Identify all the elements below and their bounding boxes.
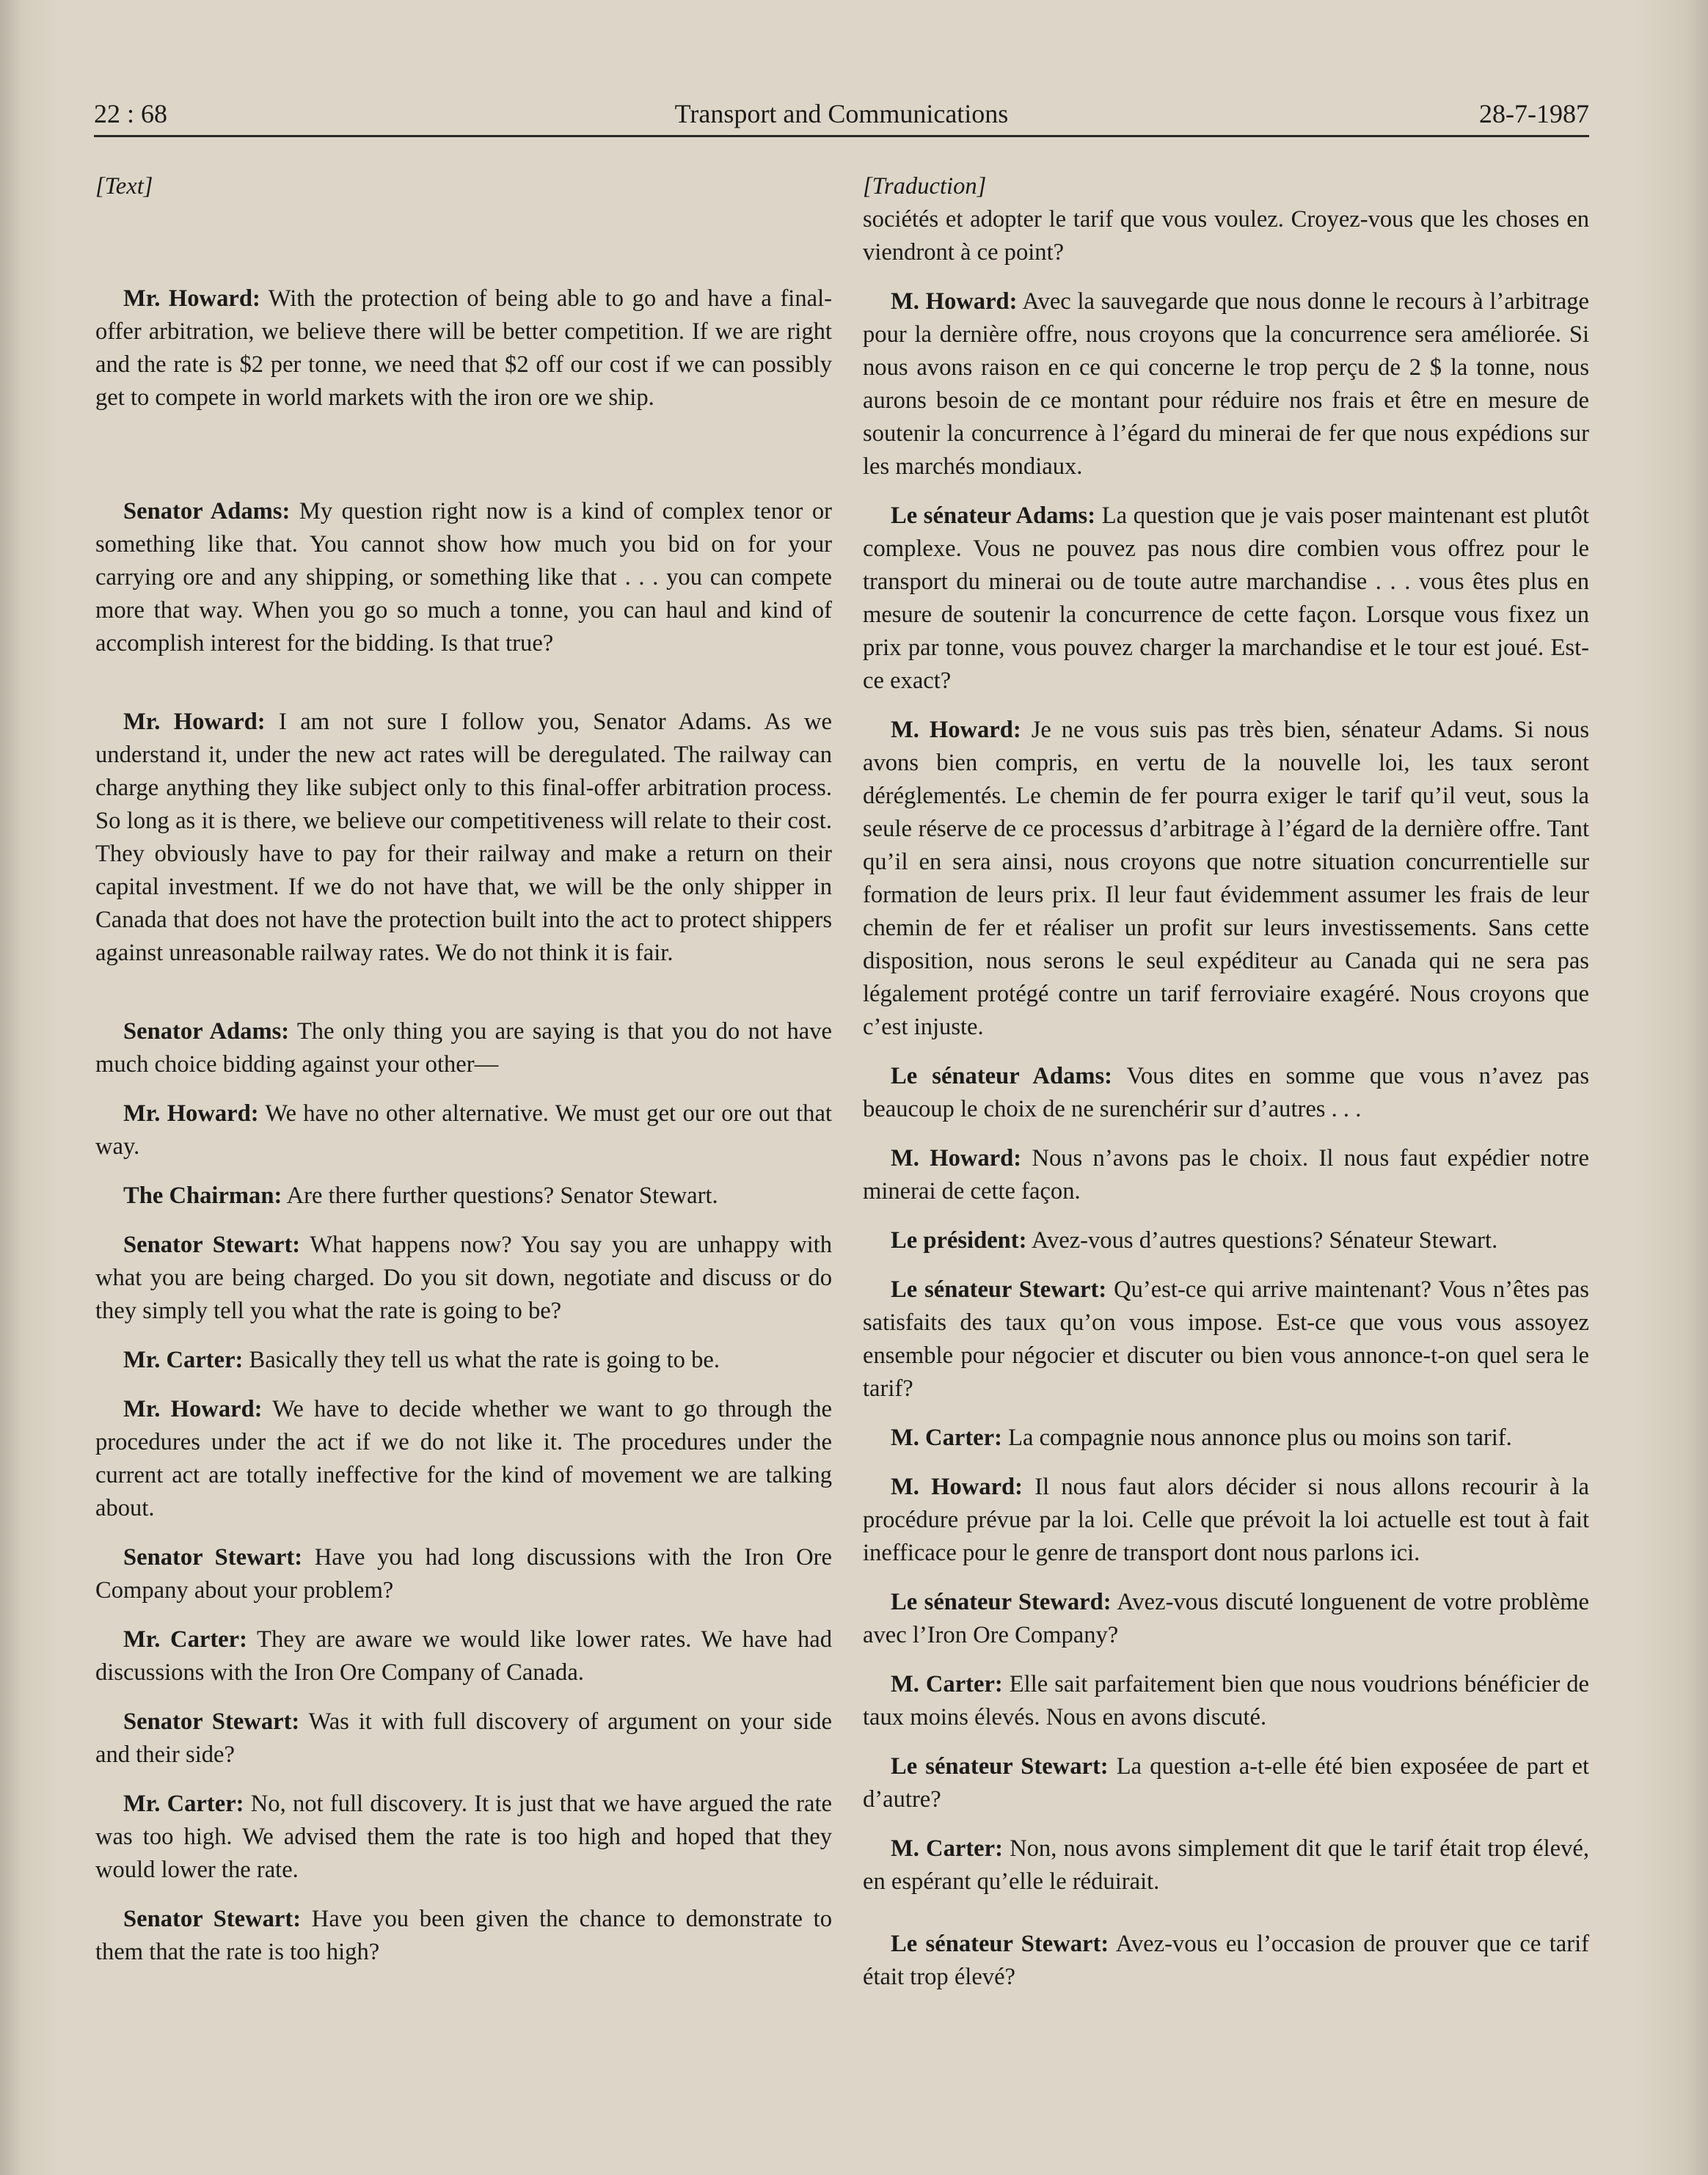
speech-paragraph <box>863 1142 1589 1208</box>
speech-text: Avez-vous d’autres questions? Sénateur Stewart. <box>1026 1227 1498 1254</box>
speaker-name: Le sénateur Steward: <box>891 1589 1112 1615</box>
speaker-name: M. Carter: <box>891 1671 1003 1697</box>
continued-paragraph: sociétés et adopter le tarif que vous voulez. Croyez-vous que les choses en viendront à ce point? <box>863 206 1589 266</box>
speech-paragraph <box>863 1928 1589 1994</box>
speech-text: No, not full discovery. It is just that we have argued the rate was too high. We advised them the rate is too high and hoped that they would lower the rate. <box>95 1791 833 1883</box>
speaker-name: Senator Adams: <box>123 1018 290 1045</box>
speech-text: Avez-vous discuté longuenent de votre problème avec l’Iron Ore Company? <box>863 1589 1589 1648</box>
speech-text: With the protection of being able to go and have a final-offer arbitration, we believe there will be better competition. If we are right and the rate is $2 per tonne, we need that $2 off our cost if we can possibly get to compete in world markets with the iron ore we ship. <box>95 285 832 411</box>
speaker-name: Le sénateur Adams: <box>891 1063 1113 1089</box>
speech-paragraph <box>863 1471 1589 1570</box>
speech-paragraph <box>95 1903 832 1969</box>
speech-paragraph <box>95 1706 832 1772</box>
speech-paragraph <box>863 500 1589 698</box>
english-column <box>95 170 832 1985</box>
speech-paragraph <box>95 1344 832 1377</box>
speech-paragraph <box>863 1586 1589 1652</box>
speech-paragraph <box>95 1015 832 1081</box>
speaker-name: M. Howard: <box>891 1474 1023 1500</box>
speaker-name: Mr. Howard: <box>123 285 260 312</box>
speech-text: Il nous faut alors décider si nous allons recourir à la procédure prévue par la loi. Celle que prévoit la loi actuelle est tout à fait inefficace pour le genre de transport dont nous parlons ici. <box>863 1474 1589 1566</box>
speaker-name: Le président: <box>891 1227 1027 1254</box>
speech-text: They are aware we would like lower rates. We have had discussions with the Iron Ore Company of Canada. <box>95 1626 833 1686</box>
speaker-name: Senator Stewart: <box>123 1906 302 1932</box>
speaker-name: Mr. Howard: <box>123 1100 259 1127</box>
speech-text: The only thing you are saying is that you do not have much choice bidding against your other— <box>95 1018 832 1078</box>
speaker-name: Mr. Carter: <box>123 1791 244 1817</box>
speech-text: We have no other alternative. We must get our ore out that way. <box>95 1100 832 1160</box>
speech-text: La compagnie nous annonce plus ou moins son tarif. <box>1001 1425 1512 1451</box>
speech-text: We have to decide whether we want to go through the procedures under the act if we do not like it. The procedures under the current act are totally ineffective for the kind of movement we are talking about. <box>95 1396 832 1521</box>
speech-paragraph <box>95 1097 832 1163</box>
speaker-name: Le sénateur Stewart: <box>891 1931 1109 1957</box>
sitting-date: 28-7-1987 <box>1479 99 1589 128</box>
speaker-name: Le sénateur Adams: <box>891 502 1096 529</box>
speaker-name: M. Howard: <box>891 288 1018 315</box>
running-header <box>94 94 1589 137</box>
speech-paragraph <box>863 1273 1589 1405</box>
speech-paragraph <box>863 1750 1589 1816</box>
page-number: 22 : 68 <box>94 99 168 128</box>
speech-paragraph <box>863 1224 1589 1257</box>
speech-text: Vous dites en somme que vous n’avez pas beaucoup le choix de ne surenchérir sur d’autres . . . <box>863 1063 1589 1122</box>
speech-paragraph <box>95 282 832 414</box>
speaker-name: M. Carter: <box>891 1835 1003 1862</box>
french-column <box>863 170 1589 2010</box>
speech-text: La question que je vais poser maintenant est plutôt complexe. Vous ne pouvez pas nous dire combien vous offrez pour le transport du minerai ou de toute autre marchandise . . . vous êtes plus en mesure de soutenir la concurrence de cette façon. Lorsque vous fixez un prix par tonne, vous pouvez charger la marchandise et le tour est joué. Est-ce exact? <box>863 502 1590 694</box>
speaker-name: M. Howard: <box>891 717 1021 743</box>
speech-paragraph <box>95 1541 832 1607</box>
speaker-name: Mr. Howard: <box>123 709 266 735</box>
speech-paragraph <box>95 1788 832 1887</box>
speaker-name: Le sénateur Stewart: <box>891 1753 1109 1780</box>
speech-text: Non, nous avons simplement dit que le tarif était trop élevé, en espérant qu’elle le réduirait. <box>863 1835 1589 1895</box>
speech-paragraph <box>95 1393 832 1525</box>
speech-text: Are there further questions? Senator Stewart. <box>282 1182 718 1209</box>
speech-text: Was it with full discovery of argument on your side and their side? <box>95 1708 832 1768</box>
speech-paragraph <box>95 706 832 970</box>
language-tag: [Traduction] <box>863 173 987 200</box>
speech-paragraph <box>863 1668 1589 1734</box>
speech-text: Basically they tell us what the rate is going to be. <box>243 1347 720 1373</box>
speech-paragraph <box>863 714 1589 1044</box>
speech-paragraph <box>863 285 1589 483</box>
speaker-name: Mr. Howard: <box>123 1396 263 1422</box>
speaker-name: Senator Stewart: <box>123 1544 303 1571</box>
speech-text: Have you been given the chance to demonstrate to them that the rate is too high? <box>95 1906 832 1965</box>
speech-paragraph <box>95 495 832 660</box>
speech-text: Avec la sauvegarde que nous donne le recours à l’arbitrage pour la dernière offre, nous croyons que la concurrence sera améliorée. Si nous avons raison en ce qui concerne le trop perçu de 2 $ la tonne, nous aurons besoin de ce montant pour réduire nos frais et être en mesure de soutenir la concurrence à l’égard du minerai de fer que nous expédions sur les marchés mondiaux. <box>863 288 1589 480</box>
speech-text: Je ne vous suis pas très bien, sénateur Adams. Si nous avons bien compris, en vertu de la nouvelle loi, les taux seront déréglementés. Le chemin de fer pourra exiger le tarif qu’il veut, sous la seule réserve de ce processus d’arbitrage à l’égard de la dernière offre. Tant qu’il en sera ainsi, nous croyons que notre situation concurrentielle sur formation de leurs prix. Il leur faut évidemment assumer les frais de leur chemin de fer et réaliser un profit sur leurs investissements. Sans cette disposition, nous serons le seul expéditeur au Canada qui ne sera pas légalement protégé contre un tarif ferroviaire exagéré. Nous croyons que c’est injuste. <box>863 717 1589 1040</box>
speech-paragraph <box>863 1060 1589 1126</box>
speaker-name: Le sénateur Stewart: <box>891 1276 1107 1303</box>
speech-paragraph <box>95 1623 832 1689</box>
speech-text: Elle sait parfaitement bien que nous voudrions bénéficier de taux moins élevés. Nous en avons discuté. <box>863 1671 1589 1730</box>
speaker-name: M. Carter: <box>891 1425 1002 1451</box>
speech-text: Avez-vous eu l’occasion de prouver que ce tarif était trop élevé? <box>863 1931 1589 1990</box>
publication-title: Transport and Communications <box>674 99 1009 128</box>
speaker-name: The Chairman: <box>123 1182 282 1209</box>
speaker-name: Mr. Carter: <box>123 1626 247 1653</box>
speech-text: I am not sure I follow you, Senator Adams. As we understand it, under the new act rates will be deregulated. The railway can charge anything they like subject only to this final-offer arbitration process. So long as it is there, we believe our competitiveness will relate to their cost. They obviously have to pay for their railway and make a return on their capital investment. If we do not have that, we will be the only shipper in Canada that does not have the protection built into the act to protect shippers against unreasonable railway rates. We do not think it is fair. <box>95 709 832 966</box>
speech-paragraph <box>95 1180 832 1213</box>
speech-text: La question a-t-elle été bien exposéee de part et d’autre? <box>863 1753 1589 1813</box>
language-tag: [Text] <box>95 173 153 200</box>
speech-text: Have you had long discussions with the Iron Ore Company about your problem? <box>95 1544 832 1604</box>
speaker-name: Senator Stewart: <box>123 1708 300 1735</box>
speech-text: What happens now? You say you are unhappy with what you are being charged. Do you sit down, negotiate and discuss or do they simply tell you what the rate is going to be? <box>95 1232 833 1324</box>
speech-text: Nous n’avons pas le choix. Il nous faut expédier notre minerai de cette façon. <box>863 1145 1589 1205</box>
speech-text: My question right now is a kind of complex tenor or something like that. You cannot show how much you bid on for your carrying ore and any shipping, or something like that . . . you can compete more that way. When you go so much a tonne, you can haul and kind of accomplish interest for the bidding. Is that true? <box>95 498 832 657</box>
speaker-name: Senator Adams: <box>123 498 291 524</box>
speech-paragraph <box>863 1422 1589 1455</box>
speaker-name: M. Howard: <box>891 1145 1022 1171</box>
speaker-name: Mr. Carter: <box>123 1347 244 1373</box>
speaker-name: Senator Stewart: <box>123 1232 301 1258</box>
speech-text: Qu’est-ce qui arrive maintenant? Vous n’êtes pas satisfaits des taux qu’on vous impose. Est-ce que vous vous assoyez ensemble pour négocier et discuter ou bien vous annonce-t-on quel sera le tarif? <box>863 1276 1589 1402</box>
speech-paragraph <box>863 1832 1589 1898</box>
speech-paragraph <box>95 1229 832 1328</box>
